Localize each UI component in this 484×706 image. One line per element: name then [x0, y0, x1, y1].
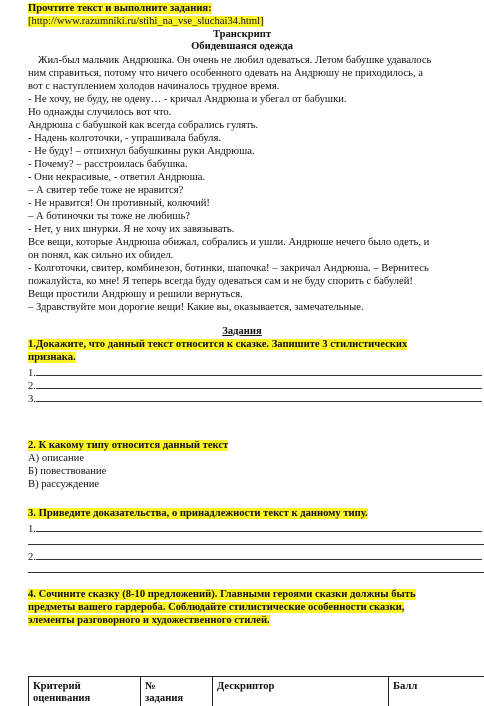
task4-line [28, 589, 416, 602]
table-header-cell [212, 677, 388, 706]
story-line: Вещи простили Андрюшу и решили вернуться. [28, 289, 243, 300]
story-line: – Здравствуйте мои дорогие вещи! Какие вы, оказывается, замечательные. [28, 302, 364, 313]
story-line: - Не буду! – отпихнул бабушкины руки Андрюша. [28, 146, 255, 157]
answer-blank[interactable] [28, 535, 484, 545]
task3-text: 3. Приведите доказательства, о принадлежности текст к данному типу. [28, 508, 368, 519]
header-line: Критерий [33, 681, 81, 692]
task4-text: 4. Сочините сказку (8-10 предложений). Главными героями сказки должны быть [28, 589, 416, 600]
task1-line [28, 352, 76, 365]
table-header-cell [28, 677, 140, 706]
answer-number: 1. [28, 524, 36, 535]
task1-text: 1.Докажите, что данный текст относится к сказке. Запишите 3 стилистических [28, 339, 408, 350]
option-item[interactable]: В) рассуждение [28, 479, 100, 490]
answer-blank[interactable] [36, 550, 482, 560]
answer-blank[interactable] [36, 392, 482, 402]
task1-text: признака. [28, 352, 76, 363]
header-line: Дескриптор [217, 681, 275, 692]
answer-blank[interactable] [36, 366, 482, 376]
story-line: - Они некрасивые, - ответил Андрюша. [28, 172, 206, 183]
answer-blank[interactable] [36, 379, 482, 389]
story-line: - Нет, у них шнурки. Я не хочу их завязывать. [28, 224, 235, 235]
header-line: оценивания [33, 693, 91, 704]
story-line: - Не хочу, не буду, не одену… - кричал Андрюша и убегал от бабушки. [28, 94, 347, 105]
story-line: - Почему? – расстроилась бабушка. [28, 159, 188, 170]
task3-line [28, 508, 368, 521]
story-line: Жил-был мальчик Андрюшка. Он очень не любил одеваться. Летом бабушке удавалось [38, 55, 432, 66]
task4-line [28, 602, 404, 615]
story-line: он понял, как сильно их обидел. [28, 250, 174, 261]
story-title: Обидевшаяся одежда [191, 41, 293, 52]
header-line: Балл [393, 681, 418, 692]
source-link-line [28, 16, 264, 29]
assessment-table [28, 676, 484, 706]
task4-line [28, 615, 270, 628]
answer-number: 3. [28, 394, 36, 405]
answer-line [28, 563, 484, 578]
task4-text: предметы вашего гардероба. Соблюдайте стилистические особенности сказки, [28, 602, 405, 613]
story-line: – А ботиночки ты тоже не любишь? [28, 211, 190, 222]
task4-text: элементы разговорного и художественного стилей. [28, 615, 270, 626]
transcript-label: Транскрипт [212, 29, 272, 40]
instruction-text: Прочтите текст и выполните задания: [28, 3, 212, 14]
header-line: задания [145, 693, 184, 704]
tasks-heading: Задания [222, 326, 262, 337]
answer-blank[interactable] [28, 563, 484, 573]
story-line: вот с наступлением холодов начиналось трудное время. [28, 81, 280, 92]
task2-text: 2. К какому типу относится данный текст [28, 440, 229, 451]
table-header-cell [140, 677, 212, 706]
task2-line [28, 440, 228, 453]
story-line: - Не нравится! Он противный, колючий! [28, 198, 210, 209]
option-item[interactable]: А) описание [28, 453, 85, 464]
story-line: Но однажды случилось вот что. [28, 107, 172, 118]
header-line: № [145, 681, 156, 692]
task1-line [28, 339, 407, 352]
story-line: ним справиться, потому что ничего особенного одевать на Андрюшу не приходилось, а [28, 68, 423, 79]
story-line: Андрюша с бабушкой как всегда собрались гулять. [28, 120, 259, 131]
option-item[interactable]: Б) повествование [28, 466, 107, 477]
instruction-heading [28, 3, 212, 16]
story-line: – А свитер тебе тоже не нравится? [28, 185, 184, 196]
answer-number: 2. [28, 552, 36, 563]
story-line: Все вещи, которые Андрюша обижал, собрались и ушли. Андрюше нечего было одеть, и [28, 237, 430, 248]
source-link[interactable]: [http://www.razumniki.ru/stihi_na_vse_sluchai34.html] [28, 16, 264, 27]
story-line: - Надень колготочки, - упрашивала бабуля. [28, 133, 221, 144]
answer-line [28, 535, 484, 550]
answer-number: 2. [28, 381, 36, 392]
story-line: пожалуйста, ко мне! Я теперь всегда буду одеваться сам и не буду спорить с бабулей! [28, 276, 413, 287]
answer-number: 1. [28, 368, 36, 379]
story-line: - Колготочки, свитер, комбинезон, ботинки, шапочка! – закричал Андрюша. – Вернитесь [28, 263, 429, 274]
answer-line [28, 392, 482, 407]
table-header-cell [388, 677, 484, 706]
answer-blank[interactable] [36, 522, 482, 532]
